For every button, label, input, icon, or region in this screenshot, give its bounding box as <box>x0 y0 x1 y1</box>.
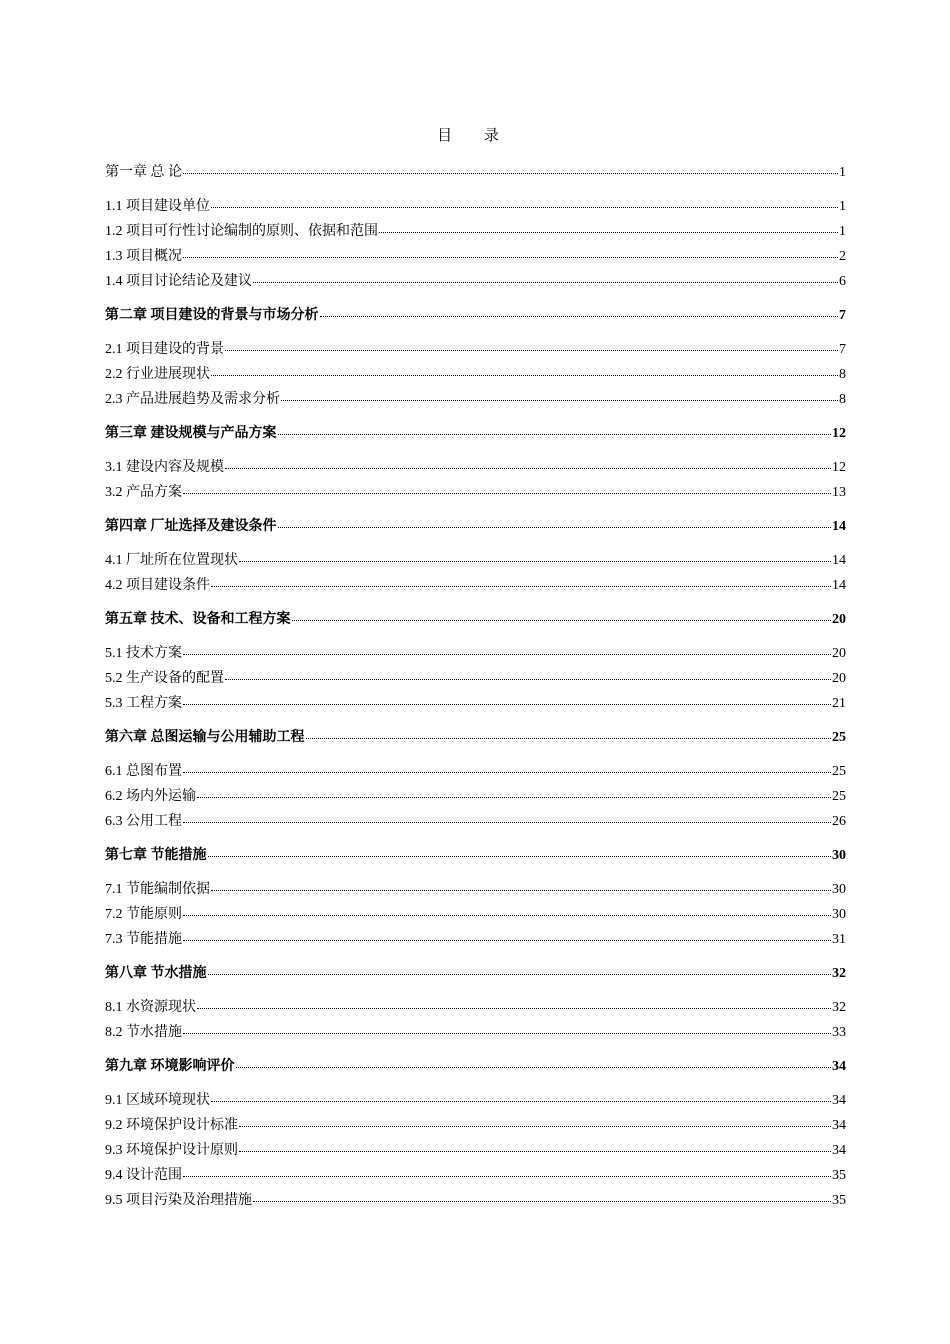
toc-section-entry[interactable] <box>105 1020 846 1045</box>
toc-dot-leader <box>183 929 831 943</box>
toc-entry-label: 9.2 环境保护设计标准 <box>105 1118 238 1133</box>
toc-section-entry[interactable] <box>105 337 846 362</box>
toc-entry-label: 9.5 项目污染及治理措施 <box>105 1193 252 1208</box>
toc-page-number: 32 <box>832 966 846 981</box>
toc-section-entry[interactable] <box>105 759 846 784</box>
toc-page-number: 8 <box>839 367 846 382</box>
toc-section-entry[interactable] <box>105 219 846 244</box>
toc-page-number: 2 <box>839 249 846 264</box>
toc-dot-leader <box>197 786 831 800</box>
toc-dot-leader <box>183 904 831 918</box>
toc-entry-label: 5.3 工程方案 <box>105 696 182 711</box>
toc-section-entry[interactable] <box>105 269 846 294</box>
toc-section-entry[interactable] <box>105 1113 846 1138</box>
toc-section-entry[interactable] <box>105 902 846 927</box>
toc-section-entry[interactable] <box>105 927 846 952</box>
toc-section-entry[interactable] <box>105 455 846 480</box>
toc-section-entry[interactable] <box>105 387 846 412</box>
toc-entry-label: 5.2 生产设备的配置 <box>105 671 224 686</box>
toc-page-number: 6 <box>839 274 846 289</box>
toc-chapter-entry[interactable] <box>105 160 846 185</box>
toc-entry-label: 8.1 水资源现状 <box>105 1000 196 1015</box>
toc-entry-label: 1.2 项目可行性讨论编制的原则、依据和范围 <box>105 224 378 239</box>
toc-dot-leader <box>183 246 838 260</box>
toc-page-number: 8 <box>839 392 846 407</box>
toc-section-entry[interactable] <box>105 1188 846 1213</box>
toc-dot-leader <box>225 339 838 353</box>
toc-entry-label: 第二章 项目建设的背景与市场分析 <box>105 308 319 323</box>
toc-entry-label: 6.2 场内外运输 <box>105 789 196 804</box>
toc-page-number: 14 <box>832 553 846 568</box>
toc-page-number: 34 <box>832 1093 846 1108</box>
toc-entry-label: 6.3 公用工程 <box>105 814 182 829</box>
toc-section-entry[interactable] <box>105 641 846 666</box>
toc-section-entry[interactable] <box>105 995 846 1020</box>
toc-page-number: 32 <box>832 1000 846 1015</box>
toc-page-number: 1 <box>839 165 846 180</box>
toc-entry-label: 第四章 厂址选择及建设条件 <box>105 519 277 534</box>
toc-dot-leader <box>278 423 832 437</box>
toc-dot-leader <box>211 879 831 893</box>
toc-title: 目 录 <box>437 128 513 144</box>
toc-dot-leader <box>183 1022 831 1036</box>
toc-dot-leader <box>211 575 831 589</box>
toc-section-entry[interactable] <box>105 691 846 716</box>
toc-entry-label: 7.2 节能原则 <box>105 907 182 922</box>
toc-page-number: 30 <box>832 848 846 863</box>
toc-dot-leader <box>211 196 838 210</box>
toc-dot-leader <box>183 811 831 825</box>
toc-dot-leader <box>183 761 831 775</box>
toc-page-number: 26 <box>832 814 846 829</box>
toc-chapter-entry[interactable] <box>105 303 846 328</box>
toc-dot-leader <box>225 457 831 471</box>
toc-page-number: 12 <box>832 426 846 441</box>
toc-entry-label: 第八章 节水措施 <box>105 966 207 981</box>
toc-entry-label: 2.3 产品进展趋势及需求分析 <box>105 392 280 407</box>
toc-section-entry[interactable] <box>105 1163 846 1188</box>
toc-dot-leader <box>278 516 832 530</box>
toc-entry-label: 第五章 技术、设备和工程方案 <box>105 612 291 627</box>
toc-section-entry[interactable] <box>105 480 846 505</box>
toc-dot-leader <box>379 221 838 235</box>
toc-entry-label: 第一章 总 论 <box>105 165 182 180</box>
toc-entry-label: 第七章 节能措施 <box>105 848 207 863</box>
toc-page-number: 14 <box>832 578 846 593</box>
toc-dot-leader <box>236 1056 832 1070</box>
toc-page-number: 31 <box>832 932 846 947</box>
toc-dot-leader <box>208 963 832 977</box>
toc-entry-label: 5.1 技术方案 <box>105 646 182 661</box>
toc-dot-leader <box>183 693 831 707</box>
toc-entry-label: 9.1 区域环境现状 <box>105 1093 210 1108</box>
toc-dot-leader <box>183 482 831 496</box>
toc-entry-label: 8.2 节水措施 <box>105 1025 182 1040</box>
toc-entry-label: 3.1 建设内容及规模 <box>105 460 224 475</box>
toc-page-number: 21 <box>832 696 846 711</box>
toc-dot-leader <box>281 389 838 403</box>
toc-page-number: 7 <box>839 308 846 323</box>
toc-page-number: 25 <box>832 730 846 745</box>
toc-entry-label: 7.3 节能措施 <box>105 932 182 947</box>
toc-entry-label: 9.4 设计范围 <box>105 1168 182 1183</box>
toc-dot-leader <box>306 727 832 741</box>
toc-entry-label: 第六章 总图运输与公用辅助工程 <box>105 730 305 745</box>
toc-dot-leader <box>183 643 831 657</box>
toc-entry-label: 9.3 环境保护设计原则 <box>105 1143 238 1158</box>
toc-section-entry[interactable] <box>105 784 846 809</box>
toc-page-number: 20 <box>832 671 846 686</box>
toc-section-entry[interactable] <box>105 809 846 834</box>
toc-page-number: 13 <box>832 485 846 500</box>
toc-section-entry[interactable] <box>105 1088 846 1113</box>
toc-entry-label: 4.2 项目建设条件 <box>105 578 210 593</box>
toc-entry-label: 1.3 项目概况 <box>105 249 182 264</box>
toc-page-number: 14 <box>832 519 846 534</box>
toc-dot-leader <box>183 1165 831 1179</box>
toc-page-number: 30 <box>832 882 846 897</box>
table-of-contents <box>105 160 846 1213</box>
toc-section-entry[interactable] <box>105 1138 846 1163</box>
toc-entry-label: 1.1 项目建设单位 <box>105 199 210 214</box>
toc-dot-leader <box>208 845 832 859</box>
toc-page-number: 25 <box>832 764 846 779</box>
toc-page-number: 1 <box>839 224 846 239</box>
toc-section-entry[interactable] <box>105 573 846 598</box>
toc-entry-label: 7.1 节能编制依据 <box>105 882 210 897</box>
toc-section-entry[interactable] <box>105 244 846 269</box>
toc-page-number: 12 <box>832 460 846 475</box>
toc-dot-leader <box>239 1140 831 1154</box>
toc-entry-label: 4.1 厂址所在位置现状 <box>105 553 238 568</box>
toc-section-entry[interactable] <box>105 877 846 902</box>
toc-dot-leader <box>239 1115 831 1129</box>
toc-dot-leader <box>253 1190 831 1204</box>
toc-section-entry[interactable] <box>105 362 846 387</box>
toc-chapter-entry[interactable] <box>105 607 846 632</box>
toc-section-entry[interactable] <box>105 194 846 219</box>
toc-dot-leader <box>211 364 838 378</box>
toc-chapter-entry[interactable] <box>105 421 846 446</box>
toc-page-number: 25 <box>832 789 846 804</box>
toc-entry-label: 1.4 项目讨论结论及建议 <box>105 274 252 289</box>
toc-entry-label: 3.2 产品方案 <box>105 485 182 500</box>
toc-page-number: 1 <box>839 199 846 214</box>
toc-chapter-entry[interactable] <box>105 1054 846 1079</box>
toc-dot-leader <box>211 1090 831 1104</box>
toc-page-number: 20 <box>832 646 846 661</box>
toc-chapter-entry[interactable] <box>105 725 846 750</box>
toc-page-number: 30 <box>832 907 846 922</box>
toc-dot-leader <box>239 550 831 564</box>
toc-page-number: 35 <box>832 1193 846 1208</box>
toc-page-number: 34 <box>832 1143 846 1158</box>
toc-page-number: 34 <box>832 1118 846 1133</box>
toc-dot-leader <box>183 162 838 176</box>
toc-chapter-entry[interactable] <box>105 843 846 868</box>
toc-dot-leader <box>292 609 832 623</box>
toc-chapter-entry[interactable] <box>105 514 846 539</box>
toc-entry-label: 第九章 环境影响评价 <box>105 1059 235 1074</box>
toc-dot-leader <box>225 668 831 682</box>
toc-entry-label: 2.1 项目建设的背景 <box>105 342 224 357</box>
toc-dot-leader <box>320 305 839 319</box>
toc-section-entry[interactable] <box>105 666 846 691</box>
toc-dot-leader <box>197 997 831 1011</box>
toc-page-number: 34 <box>832 1059 846 1074</box>
toc-page-number: 35 <box>832 1168 846 1183</box>
toc-page-number: 7 <box>839 342 846 357</box>
toc-entry-label: 2.2 行业进展现状 <box>105 367 210 382</box>
toc-page-number: 20 <box>832 612 846 627</box>
toc-dot-leader <box>253 271 838 285</box>
toc-entry-label: 6.1 总图布置 <box>105 764 182 779</box>
toc-entry-label: 第三章 建设规模与产品方案 <box>105 426 277 441</box>
toc-page-number: 33 <box>832 1025 846 1040</box>
toc-chapter-entry[interactable] <box>105 961 846 986</box>
toc-section-entry[interactable] <box>105 548 846 573</box>
